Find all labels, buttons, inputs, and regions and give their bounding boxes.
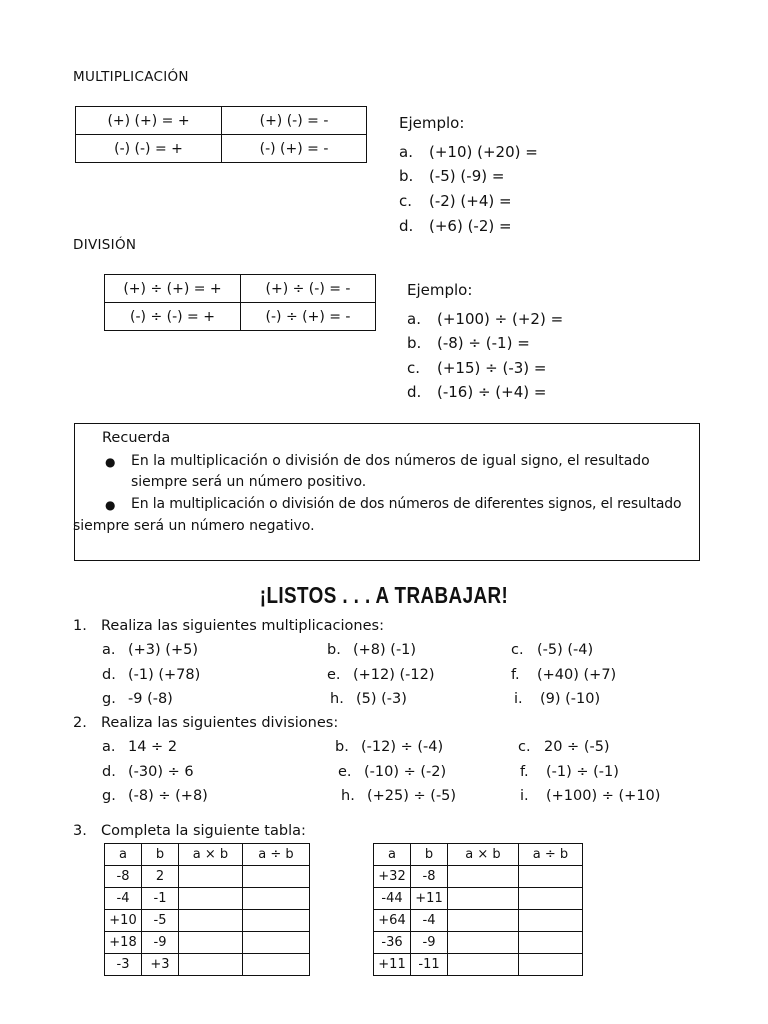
cell-a: -44 bbox=[374, 888, 411, 910]
cell-a: +18 bbox=[105, 932, 142, 954]
q1-item-i: i. (9) (-10) bbox=[514, 691, 601, 707]
q2-item-d: d. (-30) ÷ 6 bbox=[102, 764, 194, 780]
recuerda-bullet1-line1: En la multiplicación o división de dos números de igual signo, el resultado bbox=[131, 453, 650, 469]
table-row bbox=[374, 866, 583, 888]
rule-cell: (+) (+) = + bbox=[76, 107, 222, 135]
answer-cell-product[interactable] bbox=[448, 910, 519, 932]
header-cell-quotient: a ÷ b bbox=[243, 844, 310, 866]
multiplication-heading: MULTIPLICACIÓN bbox=[73, 69, 189, 85]
table-row bbox=[105, 910, 310, 932]
cell-b: +11 bbox=[411, 888, 448, 910]
rule-cell: (-) ÷ (+) = - bbox=[241, 303, 376, 331]
header-cell-product: a × b bbox=[448, 844, 519, 866]
header-cell-b: b bbox=[411, 844, 448, 866]
cell-a: -36 bbox=[374, 932, 411, 954]
division-heading: DIVISIÓN bbox=[73, 237, 137, 253]
answer-cell-quotient[interactable] bbox=[243, 910, 310, 932]
table-row bbox=[105, 866, 310, 888]
recuerda-bullet2-line2: siempre será un número negativo. bbox=[73, 518, 315, 534]
multiplication-example-d: d. (+6) (-2) = bbox=[399, 217, 512, 235]
division-example-d: d. (-16) ÷ (+4) = bbox=[407, 383, 547, 401]
cell-a: -8 bbox=[105, 866, 142, 888]
answer-cell-product[interactable] bbox=[448, 954, 519, 976]
bullet-icon: ● bbox=[105, 498, 116, 512]
answer-cell-quotient[interactable] bbox=[519, 932, 583, 954]
completion-table-right bbox=[373, 843, 583, 976]
question-3: 3. Completa la siguiente tabla: bbox=[73, 823, 306, 839]
table-row bbox=[105, 888, 310, 910]
division-example-title: Ejemplo: bbox=[407, 281, 473, 299]
cell-b: -11 bbox=[411, 954, 448, 976]
q2-item-h: h. (+25) ÷ (-5) bbox=[341, 788, 457, 804]
q1-item-g: g. -9 (-8) bbox=[102, 691, 173, 707]
division-example-a: a. (+100) ÷ (+2) = bbox=[407, 310, 564, 328]
answer-cell-quotient[interactable] bbox=[519, 910, 583, 932]
q1-item-d: d. (-1) (+78) bbox=[102, 667, 201, 683]
q2-item-g: g. (-8) ÷ (+8) bbox=[102, 788, 208, 804]
answer-cell-product[interactable] bbox=[179, 910, 243, 932]
recuerda-box bbox=[74, 423, 700, 561]
cell-a: -4 bbox=[105, 888, 142, 910]
header-cell-product: a × b bbox=[179, 844, 243, 866]
q2-item-e: e. (-10) ÷ (-2) bbox=[338, 764, 447, 780]
recuerda-bullet1-line2: siempre será un número positivo. bbox=[131, 474, 367, 490]
answer-cell-quotient[interactable] bbox=[243, 866, 310, 888]
header-cell-quotient: a ÷ b bbox=[519, 844, 583, 866]
q2-item-f: f. (-1) ÷ (-1) bbox=[520, 764, 619, 780]
multiplication-example-title: Ejemplo: bbox=[399, 114, 465, 132]
answer-cell-product[interactable] bbox=[179, 888, 243, 910]
rule-cell: (+) ÷ (-) = - bbox=[241, 275, 376, 303]
cell-a: +10 bbox=[105, 910, 142, 932]
answer-cell-product[interactable] bbox=[448, 866, 519, 888]
answer-cell-quotient[interactable] bbox=[243, 888, 310, 910]
table-row bbox=[374, 954, 583, 976]
table-row bbox=[374, 888, 583, 910]
table-row bbox=[374, 910, 583, 932]
cell-b: +3 bbox=[142, 954, 179, 976]
bullet-icon: ● bbox=[105, 455, 116, 469]
header-cell-a: a bbox=[105, 844, 142, 866]
table-row bbox=[105, 932, 310, 954]
answer-cell-product[interactable] bbox=[179, 954, 243, 976]
q1-item-h: h. (5) (-3) bbox=[330, 691, 407, 707]
division-example-b: b. (-8) ÷ (-1) = bbox=[407, 334, 530, 352]
main-title: ¡LISTOS . . . A TRABAJAR! bbox=[259, 582, 509, 608]
cell-a: +11 bbox=[374, 954, 411, 976]
cell-b: -9 bbox=[411, 932, 448, 954]
answer-cell-quotient[interactable] bbox=[519, 954, 583, 976]
cell-b: -1 bbox=[142, 888, 179, 910]
question-2: 2. Realiza las siguientes divisiones: bbox=[73, 715, 339, 731]
table-row bbox=[105, 954, 310, 976]
multiplication-example-c: c. (-2) (+4) = bbox=[399, 192, 512, 210]
cell-a: +64 bbox=[374, 910, 411, 932]
q1-item-c: c. (-5) (-4) bbox=[511, 642, 594, 658]
q1-item-b: b. (+8) (-1) bbox=[327, 642, 417, 658]
recuerda-bullet2-line1: En la multiplicación o división de dos números de diferentes signos, el resultado bbox=[131, 496, 682, 512]
rule-cell: (+) ÷ (+) = + bbox=[105, 275, 241, 303]
cell-b: 2 bbox=[142, 866, 179, 888]
multiplication-sign-rules-table bbox=[75, 106, 367, 163]
header-cell-b: b bbox=[142, 844, 179, 866]
multiplication-example-a: a. (+10) (+20) = bbox=[399, 143, 538, 161]
q1-item-f: f. (+40) (+7) bbox=[511, 667, 617, 683]
answer-cell-quotient[interactable] bbox=[243, 932, 310, 954]
recuerda-title: Recuerda bbox=[102, 430, 171, 446]
question-1: 1. Realiza las siguientes multiplicaciones: bbox=[73, 618, 384, 634]
cell-b: -5 bbox=[142, 910, 179, 932]
q1-item-a: a. (+3) (+5) bbox=[102, 642, 198, 658]
rule-cell: (-) (-) = + bbox=[76, 135, 222, 163]
q2-item-a: a. 14 ÷ 2 bbox=[102, 739, 178, 755]
answer-cell-product[interactable] bbox=[179, 932, 243, 954]
rule-cell: (+) (-) = - bbox=[222, 107, 367, 135]
division-sign-rules-table bbox=[104, 274, 376, 331]
answer-cell-product[interactable] bbox=[448, 888, 519, 910]
answer-cell-quotient[interactable] bbox=[519, 888, 583, 910]
cell-a: -3 bbox=[105, 954, 142, 976]
cell-b: -8 bbox=[411, 866, 448, 888]
answer-cell-product[interactable] bbox=[179, 866, 243, 888]
cell-b: -4 bbox=[411, 910, 448, 932]
multiplication-example-b: b. (-5) (-9) = bbox=[399, 167, 505, 185]
q2-item-i: i. (+100) ÷ (+10) bbox=[520, 788, 661, 804]
q2-item-b: b. (-12) ÷ (-4) bbox=[335, 739, 444, 755]
cell-a: +32 bbox=[374, 866, 411, 888]
division-example-c: c. (+15) ÷ (-3) = bbox=[407, 359, 547, 377]
table-row bbox=[374, 932, 583, 954]
rule-cell: (-) ÷ (-) = + bbox=[105, 303, 241, 331]
cell-b: -9 bbox=[142, 932, 179, 954]
answer-cell-product[interactable] bbox=[448, 932, 519, 954]
q1-item-e: e. (+12) (-12) bbox=[327, 667, 435, 683]
header-cell-a: a bbox=[374, 844, 411, 866]
completion-table-left bbox=[104, 843, 310, 976]
rule-cell: (-) (+) = - bbox=[222, 135, 367, 163]
answer-cell-quotient[interactable] bbox=[519, 866, 583, 888]
answer-cell-quotient[interactable] bbox=[243, 954, 310, 976]
q2-item-c: c. 20 ÷ (-5) bbox=[518, 739, 610, 755]
